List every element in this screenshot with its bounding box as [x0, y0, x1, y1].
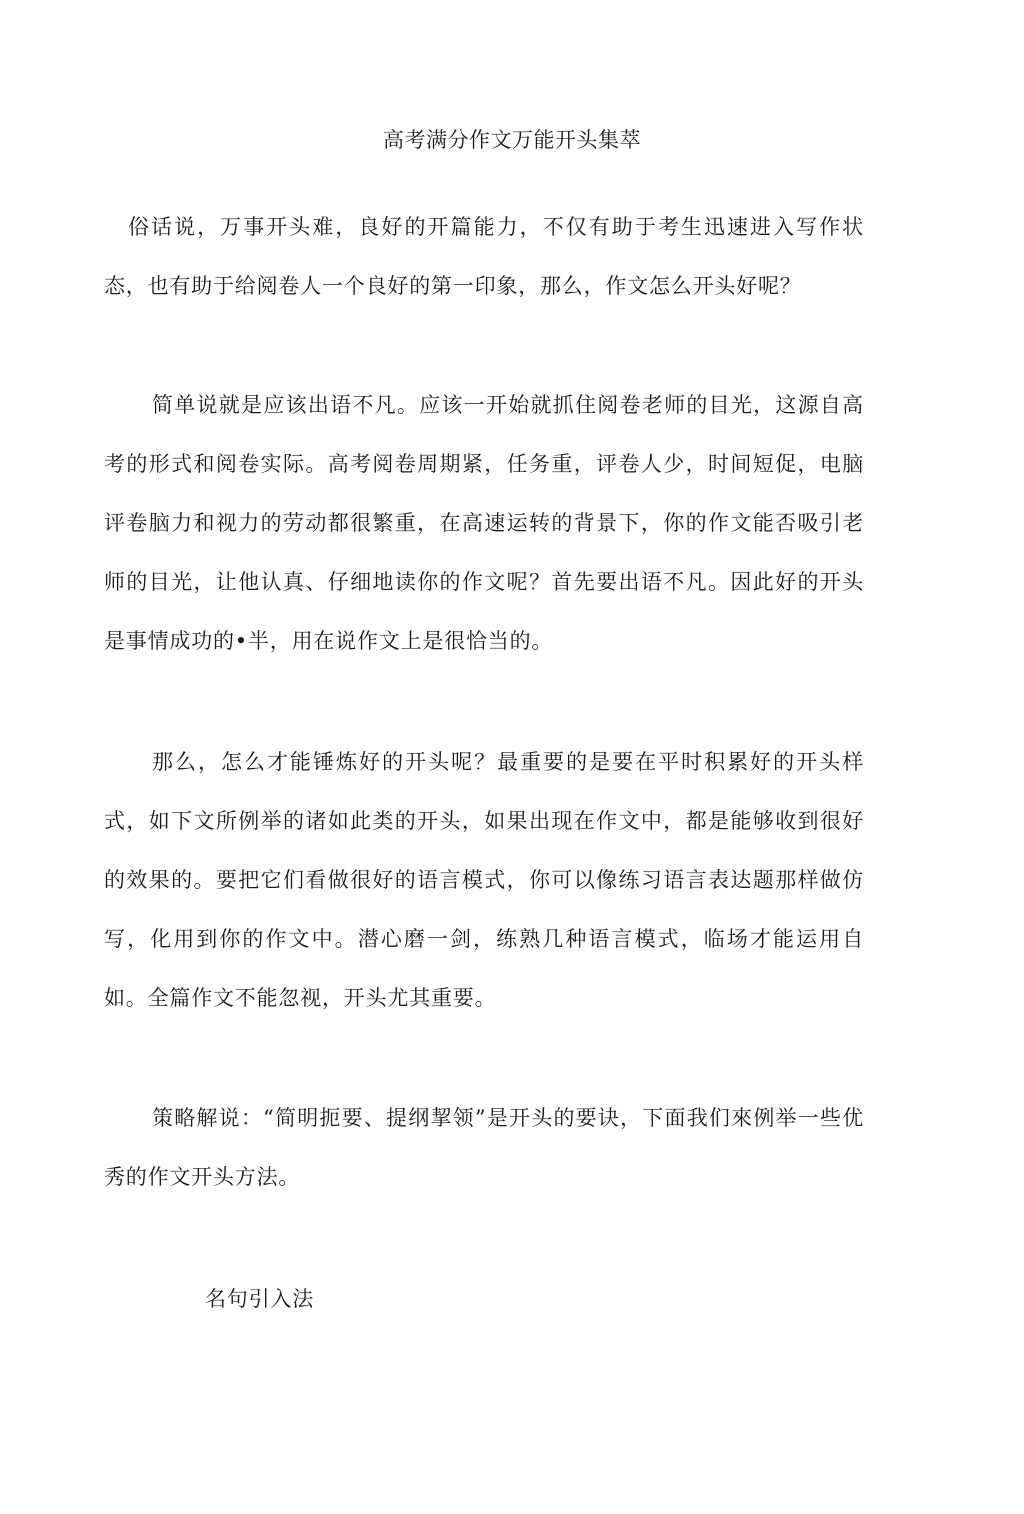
document-title: 高考满分作文万能开头集萃 [383, 128, 641, 152]
body-paragraph-practice: 那么，怎么才能锤炼好的开头呢？最重要的是要在平时积累好的开头样式，如下文所例举的诸如此类的开头，如果出现在作文中，都是能够收到很好的效果的。要把它们看做很好的语言模式，你可以像练习语言表达题那样做仿写，化用到你的作文中。潜心磨一剑，练熟几种语言模式，临场才能运用自如。全篇作文不能忽视，开头尤其重要。 [104, 750, 864, 1010]
strategy-paragraph: 策略解说：“简明扼要、提纲挈领”是开头的要诀，下面我们來例举一些优秀的作文开头方法。 [104, 1106, 864, 1189]
body-paragraph-opening: 简单说就是应该出语不凡。应该一开始就抓住阅卷老师的目光，这源自高考的形式和阅卷实际。高考阅卷周期紧，任务重，评卷人少，时间短促，电脑评卷脑力和视力的劳动都很繁重，在高速运转的背景下，你的作文能否吸引老师的目光，让他认真、仔细地读你的作文呢？首先要出语不凡。因此好的开头是事情成功的•半，用在说作文上是很恰当的。 [104, 393, 864, 653]
section-heading: 名句引入法 [205, 1287, 314, 1311]
intro-paragraph: 俗话说，万事开头难，良好的开篇能力，不仅有助于考生迅速进入写作状态，也有助于给阅卷人一个良好的第一印象，那么，作文怎么开头好呢？ [104, 215, 864, 298]
